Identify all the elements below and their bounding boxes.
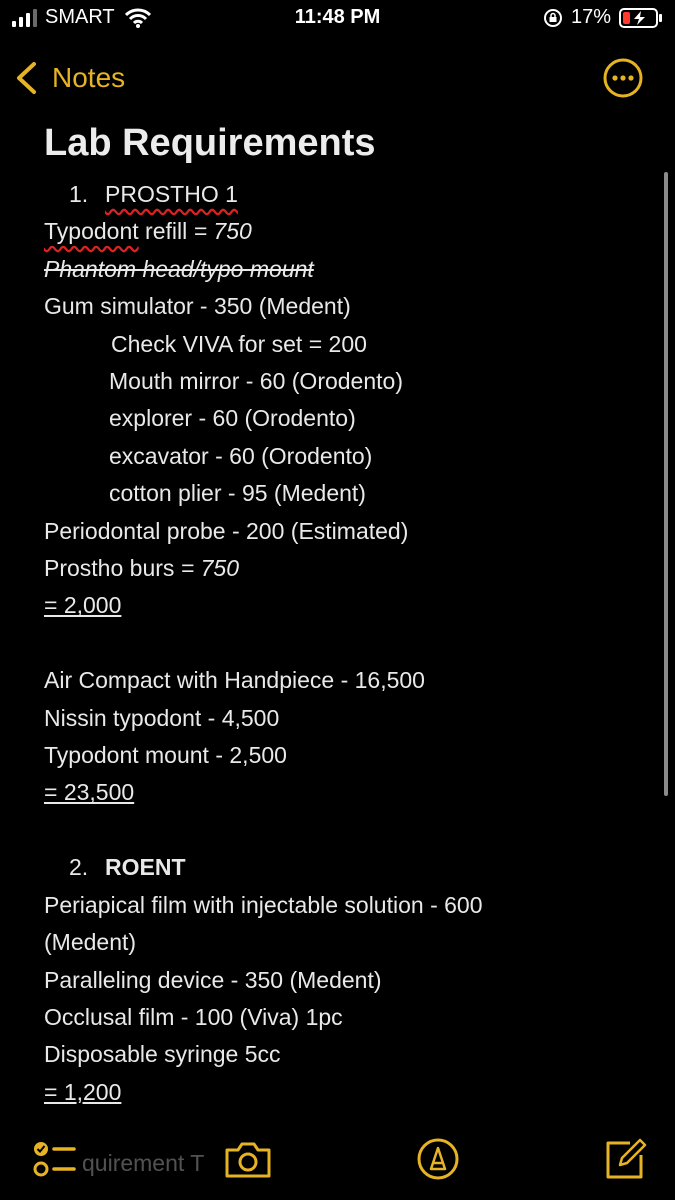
list-number: 1. xyxy=(69,181,89,207)
blank-line xyxy=(44,625,644,662)
misspelled-word: Typodont xyxy=(44,218,139,245)
battery-low-icon xyxy=(619,8,663,28)
subtotal: = 23,500 xyxy=(44,779,135,806)
orientation-lock-icon xyxy=(543,8,563,28)
note-line: (Medent) xyxy=(44,929,137,956)
more-options-icon[interactable] xyxy=(603,58,643,98)
note-line: excavator - 60 (Orodento) xyxy=(109,442,373,469)
note-line: Disposable syringe 5cc xyxy=(44,1041,281,1068)
section-heading: PROSTHO 1 xyxy=(105,181,238,207)
list-item-prostho xyxy=(44,176,644,213)
note-line: Periapical film with injectable solution - 600 xyxy=(44,891,483,918)
note-line: Mouth mirror - 60 (Orodento) xyxy=(109,368,403,395)
note-line: Typodont mount - 2,500 xyxy=(44,742,287,769)
camera-icon[interactable] xyxy=(223,1136,273,1182)
note-text: Prostho burs xyxy=(44,555,181,582)
subtotal: = 1,200 xyxy=(44,1078,122,1105)
section-heading: ROENT xyxy=(105,854,186,881)
note-value: = 750 xyxy=(193,218,252,245)
scroll-indicator[interactable] xyxy=(664,172,668,796)
back-label: Notes xyxy=(52,62,126,93)
note-line xyxy=(44,550,644,587)
battery-percent: 17% xyxy=(570,6,611,28)
note-value: = 750 xyxy=(180,555,239,582)
back-button[interactable] xyxy=(14,54,125,102)
partially-hidden-line: quirement T xyxy=(82,1150,205,1176)
note-text: refill xyxy=(138,218,194,245)
note-line: explorer - 60 (Orodento) xyxy=(109,405,356,432)
carrier-name: SMART xyxy=(45,6,115,28)
subtotal: = 2,000 xyxy=(44,592,122,619)
note-title: Lab Requirements xyxy=(44,122,376,164)
list-number: 2. xyxy=(69,854,89,881)
blank-line xyxy=(44,812,644,849)
checklist-icon[interactable] xyxy=(30,1136,76,1182)
note-line: Gum simulator - 350 (Medent) xyxy=(44,293,351,320)
nav-bar xyxy=(0,54,675,102)
note-line: cotton plier - 95 (Medent) xyxy=(109,480,366,507)
note-line xyxy=(44,213,644,250)
note-line: Periodontal probe - 200 (Estimated) xyxy=(44,517,409,544)
note-line: Nissin typodont - 4,500 xyxy=(44,704,280,731)
compose-icon[interactable] xyxy=(602,1136,648,1182)
list-item-roent xyxy=(44,849,644,886)
note-line: Paralleling device - 350 (Medent) xyxy=(44,966,382,993)
note-line-struck: Phantom head/typo mount xyxy=(44,255,314,282)
status-time: 11:48 PM xyxy=(294,6,381,28)
note-line: Check VIVA for set = 200 xyxy=(111,330,367,357)
note-line: Air Compact with Handpiece - 16,500 xyxy=(44,667,425,694)
note-line: Occlusal film - 100 (Viva) 1pc xyxy=(44,1003,343,1030)
chevron-left-icon xyxy=(14,61,38,95)
bottom-toolbar xyxy=(0,1130,675,1190)
status-right xyxy=(543,6,663,29)
markup-icon[interactable] xyxy=(415,1136,461,1182)
note-body[interactable] xyxy=(44,118,644,1111)
status-bar xyxy=(0,0,675,40)
